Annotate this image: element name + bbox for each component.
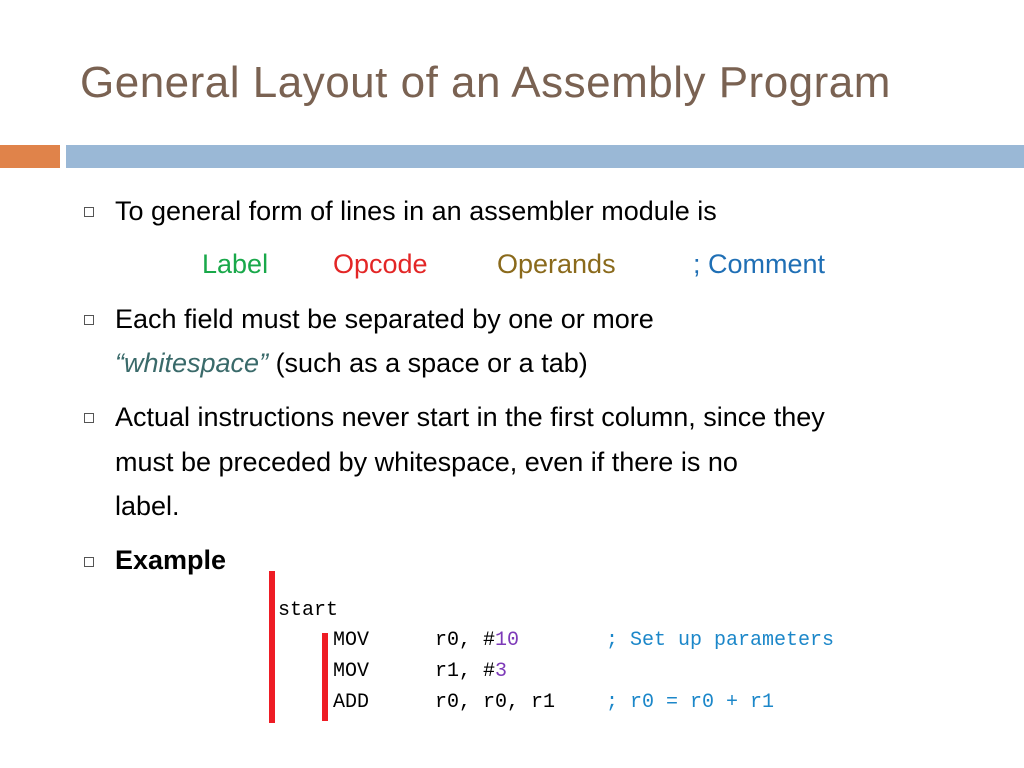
bullet-marker-4 xyxy=(84,557,94,567)
bullet-3-line2: must be preceded by whitespace, even if there is no xyxy=(115,447,738,477)
code-line-1-opcode: MOV xyxy=(333,629,370,652)
code-line-1-comment: ; Set up parameters xyxy=(606,629,835,652)
bullet-4-text: Example xyxy=(115,545,227,575)
code-line-1-operands xyxy=(435,626,519,656)
code-line-2-opcode: MOV xyxy=(333,660,370,683)
bullet-marker-2 xyxy=(84,315,94,325)
title-divider-bar xyxy=(66,145,1024,168)
code-line-2-operands xyxy=(435,657,507,687)
bullet-3-line3: label. xyxy=(115,491,180,521)
bullet-2-line2-rest: (such as a space or a tab) xyxy=(268,348,588,378)
code-line-3-opcode: ADD xyxy=(333,691,370,714)
bullet-2-line1: Each field must be separated by one or more xyxy=(115,304,654,334)
code-line-2-immediate: 3 xyxy=(495,660,508,683)
field-label: Label xyxy=(202,249,269,279)
title-accent-bar xyxy=(0,145,60,168)
code-line-1-immediate: 10 xyxy=(495,629,520,652)
bullet-marker-3 xyxy=(84,413,94,423)
bullet-marker-1 xyxy=(84,207,94,217)
slide-title: General Layout of an Assembly Program xyxy=(80,58,891,107)
code-line-3-comment: ; r0 = r0 + r1 xyxy=(606,691,775,714)
bullet-1-text: To general form of lines in an assembler module is xyxy=(115,196,717,226)
code-line-1-operands-prefix: r0, # xyxy=(435,629,496,652)
bullet-3-line1: Actual instructions never start in the first column, since they xyxy=(115,402,825,432)
instruction-column-marker xyxy=(322,633,328,721)
field-comment: ; Comment xyxy=(693,249,826,279)
code-label: start xyxy=(278,599,339,622)
label-column-marker xyxy=(269,571,275,723)
field-opcode: Opcode xyxy=(333,249,428,279)
bullet-2-line2 xyxy=(115,341,588,386)
whitespace-term: “whitespace” xyxy=(115,348,269,378)
code-line-3-operands: r0, r0, r1 xyxy=(435,691,556,714)
field-operands: Operands xyxy=(497,249,616,279)
code-line-2-operands-prefix: r1, # xyxy=(435,660,496,683)
